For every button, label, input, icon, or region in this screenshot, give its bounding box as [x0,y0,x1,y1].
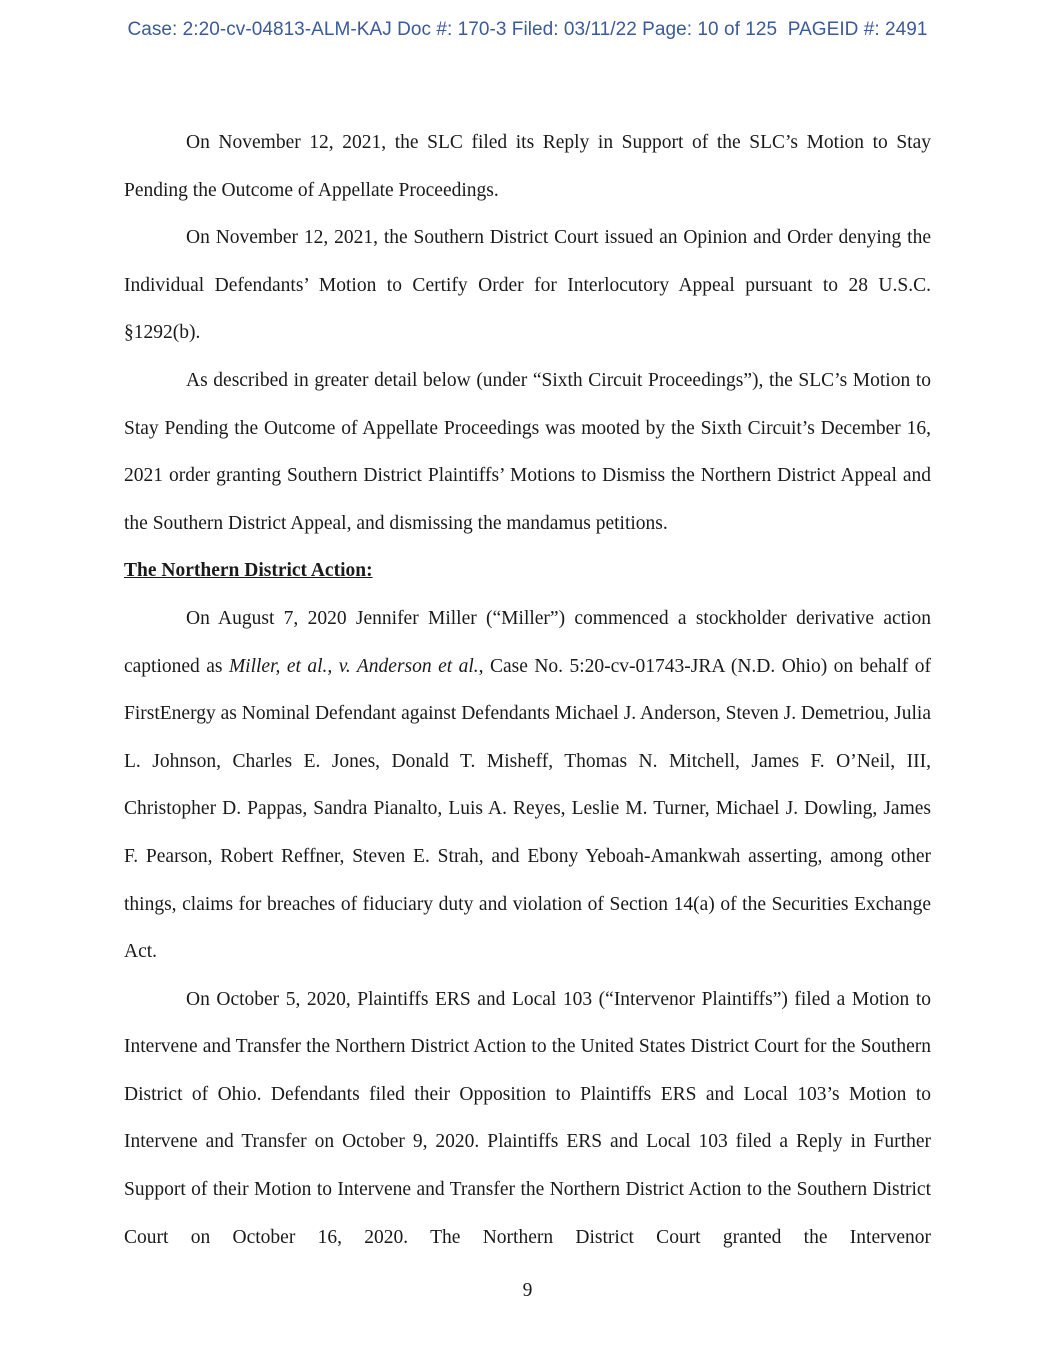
case-header: Case: 2:20-cv-04813-ALM-KAJ Doc #: 170-3 Filed: 03/11/22 Page: 10 of 125 PAGEID #: 2491 [127,19,928,40]
miller-text-part1: On August 7, 2020 Jennifer Miller (“Miller”) commenced a stockholder derivative action captioned as [124,607,931,677]
section-heading-northern-district: The Northern District Action: [124,560,373,582]
paragraph-slc-reply: On November 12, 2021, the SLC filed its Reply in Support of the SLC’s Motion to Stay Pending the Outcome of Appellate Proceedings. [124,132,931,201]
paragraph-intervenor-motion: On October 5, 2020, Plaintiffs ERS and Local 103 (“Intervenor Plaintiffs”) filed a Motion to Intervene and Transfer the Northern District Action to the United States District Court for the Southern District of Ohio. Defendants filed their Opposition to Plaintiffs ERS and Local 103’s Motion to Intervene and Transfer on October 9, 2020. Plaintiffs ERS and Local 103 filed a Reply in Further Support of their Motion to Intervene and Transfer the Northern District Action to the Southern District Court on October 16, 2020. The Northern District Court granted the Intervenor [124,988,931,1248]
page-number: 9 [522,1280,533,1301]
paragraph-miller-action [124,595,931,976]
paragraph-opinion-order: On November 12, 2021, the Southern District Court issued an Opinion and Order denying the Individual Defendants’ Motion to Certify Order for Interlocutory Appeal pursuant to 28 U.S.C. §1292(b). [124,227,931,344]
miller-text-part2: , Case No. 5:20-cv-01743-JRA (N.D. Ohio) on behalf of FirstEnergy as Nominal Defendant against Defendants Michael J. Anderson, Steven J. Demetriou, Julia L. Johnson, Charles E. Jones, Donald T. Misheff, Thomas N. Mitchell, James F. O’Neil, III, Christopher D. Pappas, Sandra Pianalto, Luis A. Reyes, Leslie M. Turner, Michael J. Dowling, James F. Pearson, Robert Reffner, Steven E. Strah, and Ebony Yeboah-Amankwah asserting, among other things, claims for breaches of fiduciary duty and violation of Section 14(a) of the Securities Exchange Act. [124,655,931,963]
case-caption: Miller, et al., v. Anderson et al. [228,655,479,677]
document-body [124,119,931,1261]
paragraph-motion-mooted: As described in greater detail below (under “Sixth Circuit Proceedings”), the SLC’s Motion to Stay Pending the Outcome of Appellate Proceedings was mooted by the Sixth Circuit’s December 16, 2021 order granting Southern District Plaintiffs’ Motions to Dismiss the Northern District Appeal and the Southern District Appeal, and dismissing the mandamus petitions. [124,369,931,534]
